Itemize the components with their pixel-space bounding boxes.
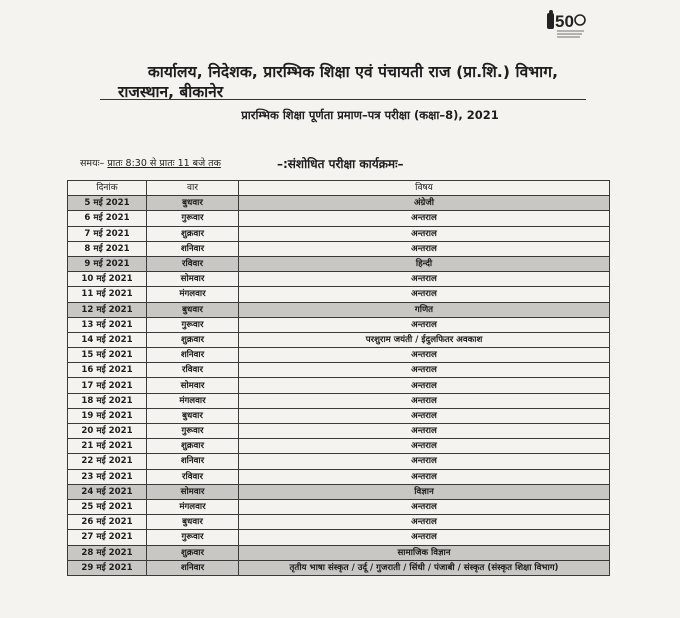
cell-date: 27 मई 2021 xyxy=(68,530,147,545)
header-day: वार xyxy=(147,181,239,196)
table-row xyxy=(68,424,610,439)
table-row xyxy=(68,378,610,393)
cell-day: शनिवार xyxy=(147,454,239,469)
header-divider xyxy=(100,99,586,100)
cell-date: 22 मई 2021 xyxy=(68,454,147,469)
cell-day: शुक्रवार xyxy=(147,332,239,347)
cell-date: 8 मई 2021 xyxy=(68,241,147,256)
cell-date: 13 मई 2021 xyxy=(68,317,147,332)
table-row xyxy=(68,317,610,332)
cell-subject: अन्तराल xyxy=(239,469,610,484)
cell-subject: अन्तराल xyxy=(239,454,610,469)
cell-date: 29 मई 2021 xyxy=(68,560,147,575)
table-row xyxy=(68,348,610,363)
cell-date: 9 मई 2021 xyxy=(68,256,147,271)
cell-day: गुरूवार xyxy=(147,530,239,545)
cell-day: सोमवार xyxy=(147,272,239,287)
time-value: प्रातः 8:30 से प्रातः 11 बजे तक xyxy=(107,158,221,169)
table-row xyxy=(68,272,610,287)
cell-subject: अन्तराल xyxy=(239,317,610,332)
cell-date: 28 मई 2021 xyxy=(68,545,147,560)
cell-subject: परशुराम जयंती / ईदुलफितर अवकाश xyxy=(239,332,610,347)
cell-subject: सामाजिक विज्ञान xyxy=(239,545,610,560)
office-title-line1: कार्यालय, निदेशक, प्रारम्भिक शिक्षा एवं पंचायती राज (प्रा.शि.) विभाग, xyxy=(147,63,559,81)
cell-date: 23 मई 2021 xyxy=(68,469,147,484)
table-row xyxy=(68,530,610,545)
header-date: दिनांक xyxy=(68,181,147,196)
cell-day: रविवार xyxy=(147,363,239,378)
cell-day: गुरूवार xyxy=(147,211,239,226)
cell-date: 10 मई 2021 xyxy=(68,272,147,287)
cell-date: 19 मई 2021 xyxy=(68,408,147,423)
cell-day: सोमवार xyxy=(147,378,239,393)
cell-date: 18 मई 2021 xyxy=(68,393,147,408)
table-row xyxy=(68,196,610,211)
cell-day: मंगलवार xyxy=(147,499,239,514)
cell-day: बुधवार xyxy=(147,196,239,211)
table-row xyxy=(68,363,610,378)
cell-date: 15 मई 2021 xyxy=(68,348,147,363)
cell-day: शुक्रवार xyxy=(147,439,239,454)
cell-date: 11 मई 2021 xyxy=(68,287,147,302)
cell-subject: अन्तराल xyxy=(239,363,610,378)
cell-subject: अन्तराल xyxy=(239,439,610,454)
header-subject: विषय xyxy=(239,181,610,196)
table-row xyxy=(68,408,610,423)
cell-subject: अन्तराल xyxy=(239,211,610,226)
table-header-row xyxy=(68,181,610,196)
table-row xyxy=(68,211,610,226)
department-logo xyxy=(546,10,586,44)
logo-number: 50 xyxy=(555,12,574,31)
cell-subject: हिन्दी xyxy=(239,256,610,271)
table-row xyxy=(68,484,610,499)
cell-date: 14 मई 2021 xyxy=(68,332,147,347)
cell-subject: अन्तराल xyxy=(239,241,610,256)
cell-date: 25 मई 2021 xyxy=(68,499,147,514)
cell-day: गुरूवार xyxy=(147,317,239,332)
table-row xyxy=(68,469,610,484)
cell-day: गुरूवार xyxy=(147,424,239,439)
cell-date: 17 मई 2021 xyxy=(68,378,147,393)
cell-subject: अन्तराल xyxy=(239,499,610,514)
cell-day: बुधवार xyxy=(147,515,239,530)
cell-date: 20 मई 2021 xyxy=(68,424,147,439)
table-row xyxy=(68,545,610,560)
cell-day: शनिवार xyxy=(147,241,239,256)
cell-day: सोमवार xyxy=(147,484,239,499)
table-row xyxy=(68,287,610,302)
cell-date: 26 मई 2021 xyxy=(68,515,147,530)
cell-day: रविवार xyxy=(147,256,239,271)
cell-day: मंगलवार xyxy=(147,393,239,408)
table-row xyxy=(68,560,610,575)
exam-schedule-table xyxy=(67,180,610,576)
table-row xyxy=(68,439,610,454)
cell-subject: विज्ञान xyxy=(239,484,610,499)
cell-subject: अन्तराल xyxy=(239,378,610,393)
exam-time xyxy=(80,156,221,169)
cell-day: बुधवार xyxy=(147,408,239,423)
office-title-line2: राजस्थान, बीकानेर xyxy=(118,83,224,101)
table-row xyxy=(68,515,610,530)
cell-day: मंगलवार xyxy=(147,287,239,302)
cell-subject: अन्तराल xyxy=(239,408,610,423)
cell-subject: अन्तराल xyxy=(239,515,610,530)
table-row xyxy=(68,499,610,514)
cell-date: 12 मई 2021 xyxy=(68,302,147,317)
cell-subject: तृतीय भाषा संस्कृत / उर्दू / गुजराती / सिंधी / पंजाबी / संस्कृत (संस्कृत शिक्षा विभाग) xyxy=(239,560,610,575)
cell-subject: अन्तराल xyxy=(239,272,610,287)
schedule-title: –:संशोधित परीक्षा कार्यक्रमः– xyxy=(277,157,404,171)
cell-subject: अन्तराल xyxy=(239,530,610,545)
cell-date: 7 मई 2021 xyxy=(68,226,147,241)
table-row xyxy=(68,241,610,256)
cell-day: शनिवार xyxy=(147,560,239,575)
cell-subject: अन्तराल xyxy=(239,287,610,302)
cell-subject: अंग्रेजी xyxy=(239,196,610,211)
cell-subject: अन्तराल xyxy=(239,348,610,363)
cell-subject: अन्तराल xyxy=(239,393,610,408)
cell-day: शनिवार xyxy=(147,348,239,363)
cell-subject: गणित xyxy=(239,302,610,317)
table-row xyxy=(68,226,610,241)
cell-date: 6 मई 2021 xyxy=(68,211,147,226)
exam-title: प्रारम्भिक शिक्षा पूर्णता प्रमाण–पत्र परीक्षा (कक्षा–8), 2021 xyxy=(241,108,499,122)
cell-day: शुक्रवार xyxy=(147,545,239,560)
table-row xyxy=(68,393,610,408)
cell-date: 16 मई 2021 xyxy=(68,363,147,378)
time-label: समयः– xyxy=(80,158,105,169)
table-row xyxy=(68,302,610,317)
cell-day: रविवार xyxy=(147,469,239,484)
cell-day: शुक्रवार xyxy=(147,226,239,241)
cell-date: 21 मई 2021 xyxy=(68,439,147,454)
table-row xyxy=(68,332,610,347)
cell-subject: अन्तराल xyxy=(239,424,610,439)
table-row xyxy=(68,256,610,271)
cell-subject: अन्तराल xyxy=(239,226,610,241)
table-row xyxy=(68,454,610,469)
cell-date: 24 मई 2021 xyxy=(68,484,147,499)
cell-day: बुधवार xyxy=(147,302,239,317)
cell-date: 5 मई 2021 xyxy=(68,196,147,211)
